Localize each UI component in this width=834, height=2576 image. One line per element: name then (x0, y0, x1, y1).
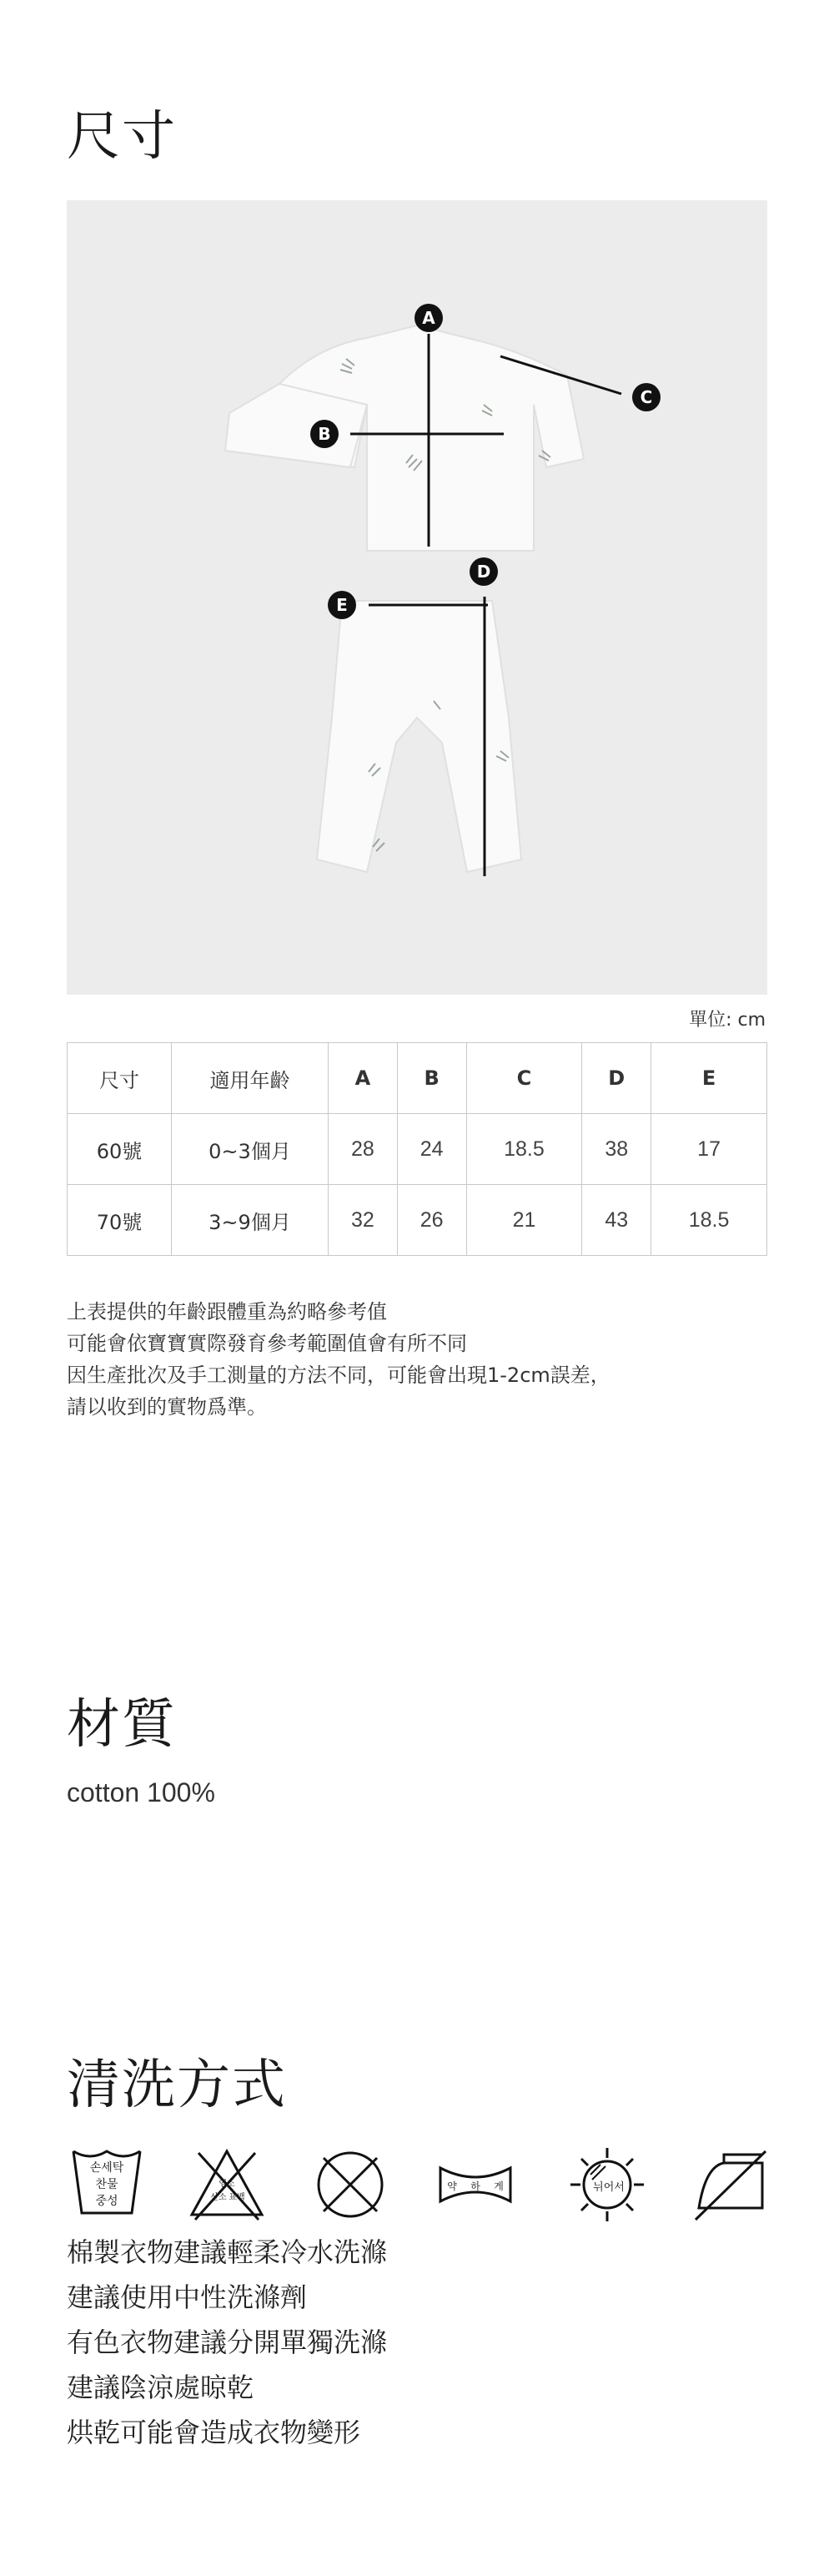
no-bleach-text-2: 산소 (210, 2193, 227, 2202)
pants-garment (317, 601, 521, 872)
col-header: B (397, 1043, 466, 1114)
size-table (67, 1042, 767, 1256)
instruction-line: 建議陰涼處晾乾 (67, 2372, 254, 2403)
table-cell: 60號 (68, 1114, 172, 1185)
instruction-line: 棉製衣物建議輕柔冷水洗滌 (67, 2236, 388, 2268)
material-title: 材質 (67, 1694, 177, 1756)
table-cell: 28 (329, 1114, 398, 1185)
marker-e: E (328, 591, 356, 619)
material-value: cotton 100% (67, 1777, 215, 1807)
handwash-text-3: 중성 (95, 2195, 118, 2208)
table-row (68, 1185, 767, 1256)
note-line: 請以收到的實物爲準。 (67, 1395, 267, 1419)
instruction-line: 烘乾可能會造成衣物變形 (67, 2417, 361, 2448)
table-cell: 21 (466, 1185, 582, 1256)
note-line: 上表提供的年齡跟體重為約略參考值 (67, 1300, 387, 1323)
size-title: 尺寸 (67, 106, 177, 168)
table-cell: 32 (329, 1185, 398, 1256)
dry-shade-text: 뉘어서 (593, 2181, 625, 2194)
marker-b: B (310, 420, 339, 448)
table-cell: 18.5 (466, 1114, 582, 1185)
marker-d: D (470, 557, 498, 586)
no-bleach-text-3: 표백 (229, 2193, 245, 2202)
instruction-line: 有色衣物建議分開單獨洗滌 (67, 2326, 388, 2358)
gentle-text-3: 게 (494, 2180, 504, 2192)
no-tumble-dry-icon (310, 2145, 390, 2225)
no-bleach-icon (187, 2145, 267, 2225)
col-header: D (582, 1043, 651, 1114)
table-row (68, 1114, 767, 1185)
dry-in-shade-icon (567, 2145, 647, 2225)
col-header: 適用年齡 (172, 1043, 329, 1114)
product-photo (67, 200, 767, 995)
table-cell: 43 (582, 1185, 651, 1256)
table-header-row (68, 1043, 767, 1114)
table-cell: 18.5 (651, 1185, 767, 1256)
gentle-text-1: 약 (447, 2180, 457, 2192)
col-header: 尺寸 (68, 1043, 172, 1114)
instruction-line: 建議使用中性洗滌劑 (67, 2281, 308, 2313)
gentle-wring-icon (435, 2145, 515, 2225)
no-bleach-text-1: 염소 (219, 2180, 235, 2189)
col-header: C (466, 1043, 582, 1114)
size-notes (67, 1296, 610, 1423)
no-iron-icon (691, 2145, 771, 2225)
gentle-text-2: 하 (470, 2180, 480, 2192)
handwash-icon (67, 2145, 147, 2225)
table-cell: 3~9個月 (172, 1185, 329, 1256)
col-header: A (329, 1043, 398, 1114)
table-cell: 70號 (68, 1185, 172, 1256)
table-cell: 26 (397, 1185, 466, 1256)
wash-instructions (67, 2230, 387, 2455)
table-cell: 0~3個月 (172, 1114, 329, 1185)
handwash-text-2: 찬물 (95, 2178, 118, 2191)
note-line: 因生產批次及手工測量的方法不同，可能會出現1-2cm誤差， (67, 1364, 610, 1387)
wash-title: 清洗方式 (67, 2054, 287, 2116)
table-cell: 24 (397, 1114, 466, 1185)
table-cell: 17 (651, 1114, 767, 1185)
unit-label: 單位: cm (689, 1010, 766, 1031)
marker-a: A (414, 304, 443, 332)
col-header: E (651, 1043, 767, 1114)
handwash-text-1: 손세탁 (89, 2161, 124, 2175)
table-cell: 38 (582, 1114, 651, 1185)
marker-c: C (632, 383, 661, 411)
note-line: 可能會依寶寶實際發育參考範圍值會有所不同 (67, 1332, 467, 1355)
top-garment (225, 325, 584, 551)
